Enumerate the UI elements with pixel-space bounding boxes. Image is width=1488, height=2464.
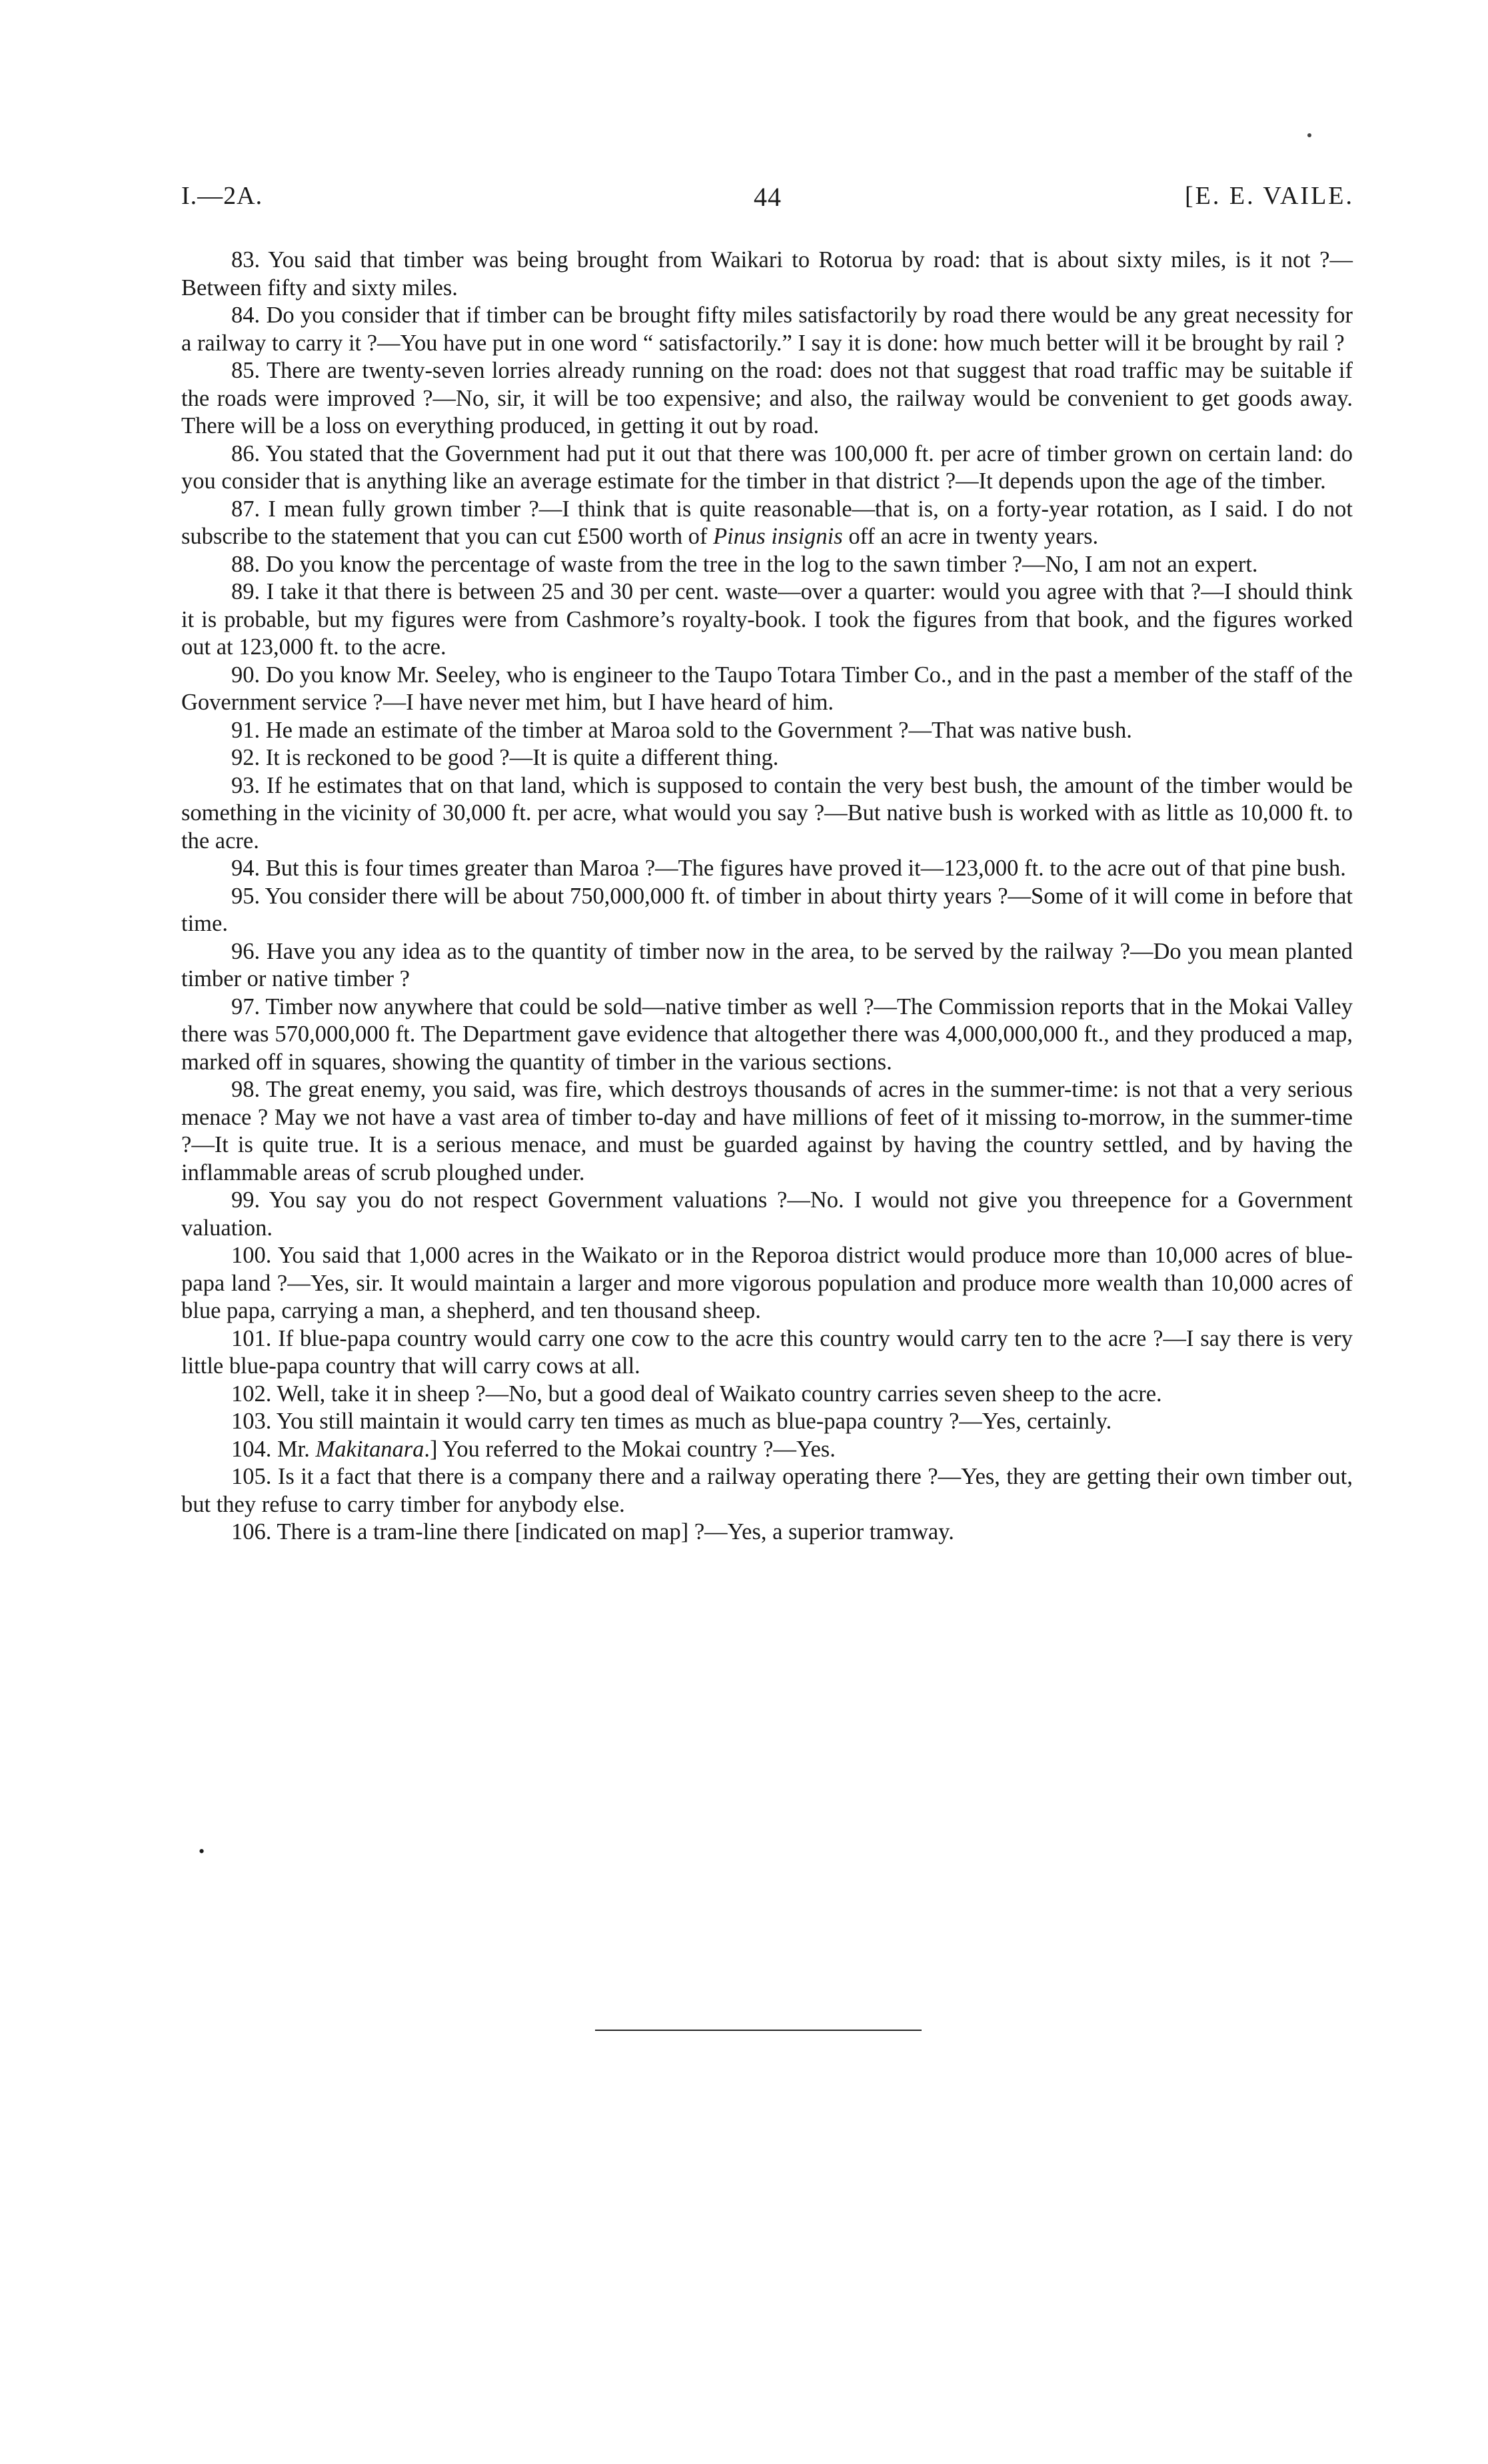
question-94: 94. But this is four times greater than Maroa ?—The figures have proved it—123,000 ft. to the acre out of that pine bush. — [231, 856, 1346, 881]
question-97: 97. Timber now anywhere that could be sold—native timber as well ?—The Commission reports that in the Mokai Valley there was 570,000,000 ft. The Department gave evidence that altogether there was 4,000,000,000 ft., and they produced a map, marked off in squares, showing the quantity of timber in the various sections. — [181, 993, 1353, 1075]
question-84: 84. Do you consider that if timber can be brought fifty miles satisfactorily by road there would be any great necessity for a railway to carry it ?—You have put in one word “ satisfactorily.” I say it is done: how much better will it be brought by rail ? — [181, 303, 1353, 356]
section-end-rule — [595, 2030, 922, 2031]
question-100: 100. You said that 1,000 acres in the Waikato or in the Reporoa district would produce more than 10,000 acres of blue-papa land ?—Yes, sir. It would maintain a larger and more vigorous population and produce more wealth than 10,000 acres of blue papa, carrying a man, a shepherd, and ten thousand sheep. — [181, 1243, 1353, 1323]
question-90: 90. Do you know Mr. Seeley, who is engineer to the Taupo Totara Timber Co., and in the past a member of the staff of the Government service ?—I have never met him, but I have heard of him. — [181, 662, 1353, 715]
question-106: 106. There is a tram-line there [indicated on map] ?—Yes, a superior tramway. — [231, 1519, 954, 1544]
question-87: 87. I mean fully grown timber ?—I think that is quite reasonable—that is, on a forty-year rotation, as I said. I do not subscribe to the statement that you can cut £500 worth of Pinus insignis off an acre in twenty years. — [181, 496, 1353, 549]
question-102: 102. Well, take it in sheep ?—No, but a good deal of Waikato country carries seven sheep to the acre. — [231, 1381, 1162, 1407]
margin-bullet: • — [199, 1842, 205, 1861]
question-103: 103. You still maintain it would carry ten times as much as blue-papa country ?—Yes, certainly. — [231, 1409, 1112, 1434]
question-98: 98. The great enemy, you said, was fire, which destroys thousands of acres in the summer-time: is not that a very serious menace ? May we not have a vast area of timber to-day and have millions of feet of it missing to-morrow, in the summer-time ?—It is quite true. It is a serious menace, and must be guarded against by having the country settled, and by having the inflammable areas of scrub ploughed under. — [181, 1077, 1353, 1185]
question-86: 86. You stated that the Government had put it out that there was 100,000 ft. per acre of timber grown on certain land: do you consider that is anything like an average estimate for the timber in that district ?—It depends upon the age of the timber. — [181, 440, 1353, 494]
stray-mark — [1307, 133, 1311, 137]
question-85: 85. There are twenty-seven lorries already running on the road: does not that suggest that road traffic may be suitable if the roads were improved ?—No, sir, it will be too expensive; and also, the railway would be convenient to get goods away. There will be a loss on everything produced, in getting it out by road. — [181, 358, 1353, 438]
witness-name: [E. E. VAILE. — [1185, 182, 1354, 210]
document-reference: I.—2A. — [181, 182, 263, 210]
question-93: 93. If he estimates that on that land, which is supposed to contain the very best bush, the amount of the timber would be something in the vicinity of 30,000 ft. per acre, what would you say ?—But native bush is worked with as little as 10,000 ft. to the acre. — [181, 772, 1353, 854]
question-89: 89. I take it that there is between 25 and 30 per cent. waste—over a quarter: would you agree with that ?—I should think it is probable, but my figures were from Cashmore’s royalty-book. I took the figures from that book, and the figures worked out at 123,000 ft. to the acre. — [181, 579, 1353, 660]
question-96: 96. Have you any idea as to the quantity of timber now in the area, to be served by the railway ?—Do you mean planted timber or native timber ? — [181, 938, 1353, 991]
page-number: 44 — [754, 182, 782, 212]
question-101: 101. If blue-papa country would carry one cow to the acre this country would carry ten to the acre ?—I say there is very little blue-papa country that will carry cows at all. — [181, 1325, 1353, 1379]
question-88: 88. Do you know the percentage of waste from the tree in the log to the sawn timber ?—No, I am not an expert. — [231, 551, 1258, 577]
question-91: 91. He made an estimate of the timber at Maroa sold to the Government ?—That was native bush. — [231, 717, 1132, 743]
question-83: 83. You said that timber was being brought from Waikari to Rotorua by road: that is about sixty miles, is it not ?—Between fifty and sixty miles. — [181, 247, 1353, 301]
question-92: 92. It is reckoned to be good ?—It is quite a different thing. — [231, 745, 779, 770]
question-95: 95. You consider there will be about 750,000,000 ft. of timber in about thirty years ?—Some of it will come in before that time. — [181, 883, 1353, 936]
question-105: 105. Is it a fact that there is a company there and a railway operating there ?—Yes, they are getting their own timber out, but they refuse to carry timber for anybody else. — [181, 1464, 1353, 1517]
question-104: 104. Mr. Makitanara.] You referred to the Mokai country ?—Yes. — [231, 1436, 836, 1462]
evidence-text — [181, 247, 1353, 1546]
question-99: 99. You say you do not respect Government valuations ?—No. I would not give you threepence for a Government valuation. — [181, 1187, 1353, 1241]
page-header — [181, 181, 1354, 221]
